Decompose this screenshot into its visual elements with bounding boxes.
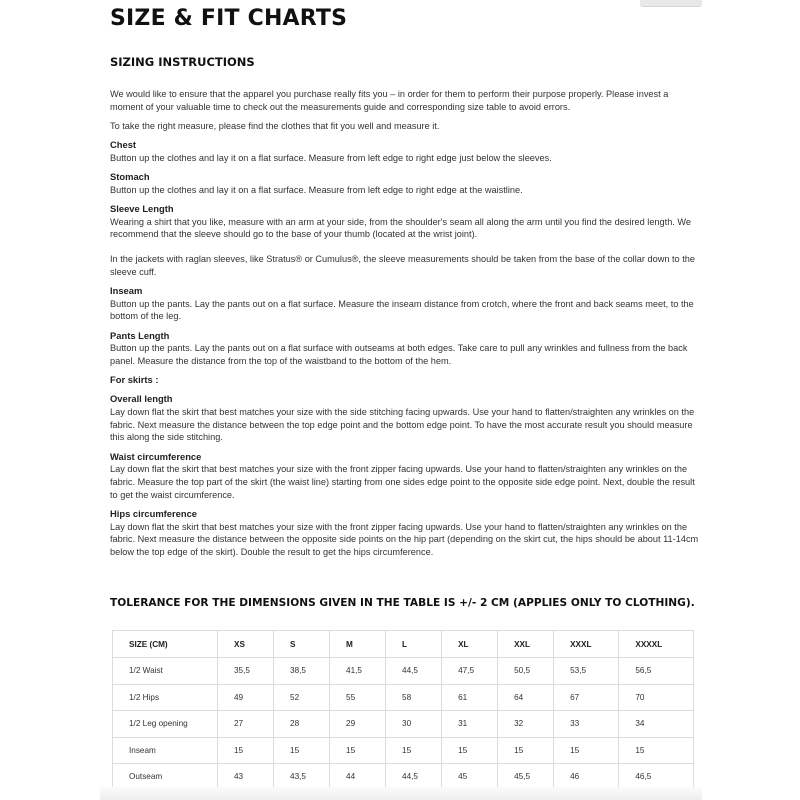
table-cell: 41,5 — [330, 658, 386, 685]
section-chest — [110, 139, 700, 164]
table-cell: 44,5 — [386, 764, 442, 791]
table-cell: 58 — [386, 684, 442, 711]
table-row — [113, 737, 694, 764]
table-cell: 15 — [218, 737, 274, 764]
table-cell: 15 — [619, 737, 694, 764]
section-heading: Pants Length — [110, 329, 170, 341]
table-cell: 43 — [218, 764, 274, 791]
table-cell: 50,5 — [498, 658, 554, 685]
column-header: XXXL — [554, 631, 619, 658]
table-cell: 47,5 — [442, 658, 498, 685]
section-hips-circumference — [110, 508, 700, 559]
table-row — [113, 658, 694, 685]
section-heading: Inseam — [110, 284, 143, 296]
column-header: L — [386, 631, 442, 658]
instructions-body — [110, 88, 700, 565]
section-inseam — [110, 285, 700, 323]
table-row — [113, 711, 694, 738]
table-cell: 52 — [274, 684, 330, 711]
table-header-row — [113, 631, 694, 658]
page-title: SIZE & FIT CHARTS — [110, 6, 348, 31]
table-cell: 38,5 — [274, 658, 330, 685]
intro-paragraph: To take the right measure, please find the clothes that fit you well and measure it. — [110, 120, 440, 131]
column-header: XL — [442, 631, 498, 658]
table-cell: 15 — [274, 737, 330, 764]
section-title: SIZING INSTRUCTIONS — [110, 55, 255, 69]
column-header: S — [274, 631, 330, 658]
table-cell: 64 — [498, 684, 554, 711]
section-stomach — [110, 171, 700, 196]
section-sleeve-length — [110, 203, 700, 279]
table-cell: 44 — [330, 764, 386, 791]
section-heading: Hips circumference — [110, 507, 198, 519]
section-heading: Waist circumference — [110, 450, 202, 462]
section-text: Wearing a shirt that you like, measure with an arm at your side, from the shoulder's seam all along the arm until you find the desired length. We recommend that the sleeve should go to the base of your thumb (located at the wrist joint). — [110, 216, 692, 240]
table-cell: 45,5 — [498, 764, 554, 791]
row-label: 1/2 Waist — [113, 658, 218, 685]
table-cell: 56,5 — [619, 658, 694, 685]
table-cell: 53,5 — [554, 658, 619, 685]
table-cell: 46,5 — [619, 764, 694, 791]
table-cell: 30 — [386, 711, 442, 738]
skirts-heading: For skirts : — [110, 374, 159, 386]
column-header: XS — [218, 631, 274, 658]
section-text: In the jackets with raglan sleeves, like Stratus® or Cumulus®, the sleeve measurements should be taken from the base of the collar down to the sleeve cuff. — [110, 254, 695, 277]
column-header: XXXXL — [619, 631, 694, 658]
table-cell: 67 — [554, 684, 619, 711]
table-cell: 49 — [218, 684, 274, 711]
section-heading: Sleeve Length — [110, 202, 174, 214]
table-cell: 61 — [442, 684, 498, 711]
table-cell: 44,5 — [386, 658, 442, 685]
section-text: Button up the pants. Lay the pants out on a flat surface with outseams at both edges. Take care to pull any wrinkles and fullness from the back panel. Measure the distance from the top of the waistband to the bottom of the hem. — [110, 343, 688, 366]
intro-paragraph: We would like to ensure that the apparel you purchase really fits you – in order for them to perform their purpose properly. Please invest a moment of your valuable time to check out the measurements guide and corresponding size table to avoid errors. — [110, 89, 669, 112]
table-cell: 15 — [498, 737, 554, 764]
overlay-edge — [640, 0, 702, 7]
table-cell: 43,5 — [274, 764, 330, 791]
row-label: 1/2 Hips — [113, 684, 218, 711]
table-cell: 34 — [619, 711, 694, 738]
section-text: Lay down flat the skirt that best matches your size with the front zipper facing upwards. Use your hand to flatten/straighten any wrinkles on the fabric. Next measure the distance between the opposite side points on the hip part (depending on the skirt cut, the hips should be about 11-14cm below the top edge of the skirt). Double the result to get the hips circumference. — [110, 521, 699, 558]
table-row — [113, 684, 694, 711]
section-text: Button up the clothes and lay it on a flat surface. Measure from left edge to right edge just below the sleeves. — [110, 152, 552, 163]
section-text: Button up the pants. Lay the pants out on a flat surface. Measure the inseam distance from crotch, where the front and back seams meet, to the bottom of the leg. — [110, 298, 694, 322]
table-cell: 15 — [554, 737, 619, 764]
size-table — [112, 630, 694, 791]
section-heading: Stomach — [110, 171, 150, 183]
section-heading: Chest — [110, 139, 137, 151]
row-label: 1/2 Leg opening — [113, 711, 218, 738]
page-margin — [702, 0, 800, 800]
table-cell: 32 — [498, 711, 554, 738]
tolerance-note: TOLERANCE FOR THE DIMENSIONS GIVEN IN THE TABLE IS +/- 2 CM (APPLIES ONLY TO CLOTHING). — [110, 597, 695, 609]
table-cell: 33 — [554, 711, 619, 738]
table-cell: 15 — [442, 737, 498, 764]
column-header: SIZE (CM) — [113, 631, 218, 658]
column-header: XXL — [498, 631, 554, 658]
table-cell: 15 — [386, 737, 442, 764]
table-cell: 31 — [442, 711, 498, 738]
row-label: Inseam — [113, 737, 218, 764]
table-cell: 46 — [554, 764, 619, 791]
table-cell: 28 — [274, 711, 330, 738]
table-cell: 27 — [218, 711, 274, 738]
column-header: M — [330, 631, 386, 658]
section-text: Button up the clothes and lay it on a flat surface. Measure from left edge to right edge at the waistline. — [110, 184, 523, 195]
row-label: Outseam — [113, 764, 218, 791]
section-text: Lay down flat the skirt that best matches your size with the front zipper facing upwards. Use your hand to flatten/straighten any wrinkles on the fabric. Measure the top part of the skirt (the waist line) starting from one sides edge point to the opposite side edge point. Next, double the result to get the waist circumference. — [110, 464, 695, 500]
section-heading: Overall length — [110, 393, 173, 405]
section-pants-length — [110, 330, 700, 368]
table-cell: 15 — [330, 737, 386, 764]
section-overall-length — [110, 393, 700, 444]
section-waist-circumference — [110, 451, 700, 502]
table-cell: 55 — [330, 684, 386, 711]
page-bottom-edge — [100, 787, 702, 800]
table-cell: 29 — [330, 711, 386, 738]
table-cell: 35,5 — [218, 658, 274, 685]
table-cell: 45 — [442, 764, 498, 791]
table-cell: 70 — [619, 684, 694, 711]
section-text: Lay down flat the skirt that best matches your size with the side stitching facing upwards. Use your hand to flatten/straighten any wrinkles on the fabric. Next measure the distance between the top edge point and the bottom edge point. To have the most accurate result you should measure this along the side stitching. — [110, 407, 695, 443]
